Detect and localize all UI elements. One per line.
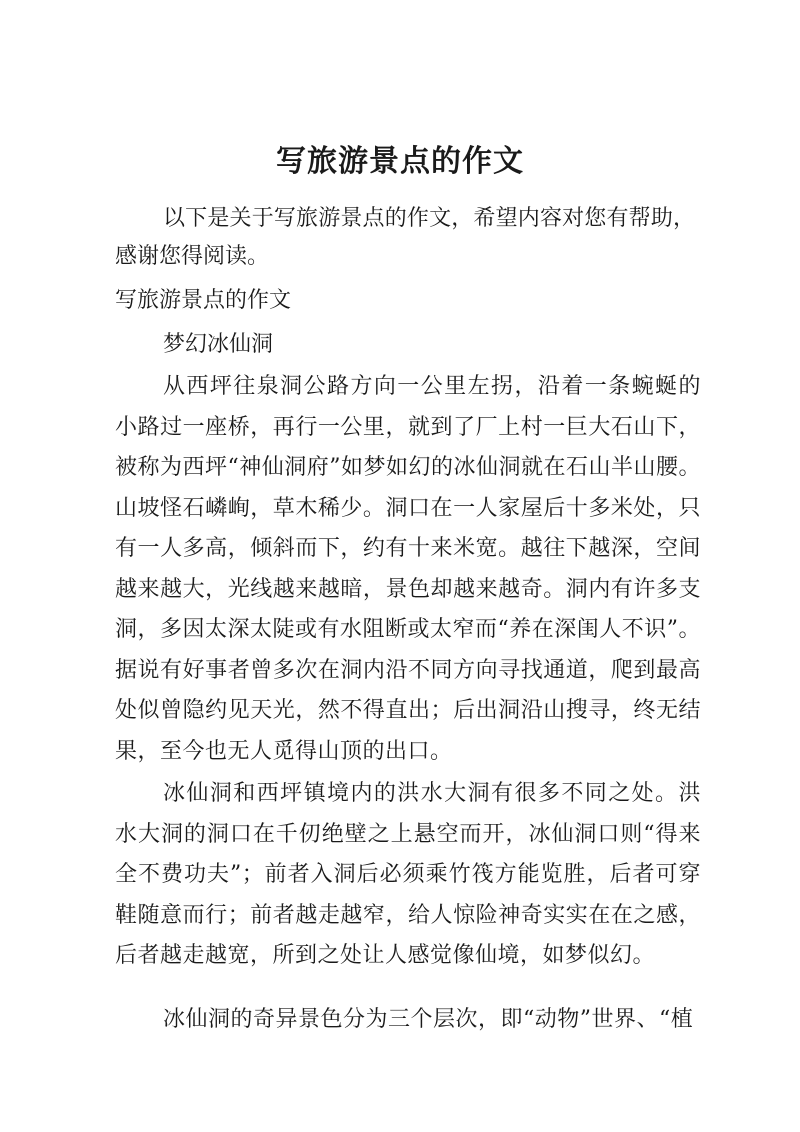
- body-paragraph-1: 从西坪往泉洞公路方向一公里左拐，沿着一条蜿蜒的小路过一座桥，再行一公里，就到了厂上村一巨大石山下，被称为西坪“神仙洞府”如梦如幻的冰仙洞就在石山半山腰。山坡怪石嶙峋，草木稀少。洞口在一人家屋后十多米处，只有一人多高，倾斜而下，约有十来米宽。越往下越深，空间越来越大，光线越来越暗，景色却越来越奇。洞内有许多支洞，多因太深太陡或有水阻断或太窄而“养在深闺人不识”。据说有好事者曾多次在洞内沿不同方向寻找通道，爬到最高处似曾隐约见天光，然不得直出；后出洞沿山搜寻，终无结果，至今也无人觅得山顶的出口。: [115, 374, 701, 764]
- essay-heading: 写旅游景点的作文: [115, 288, 292, 313]
- body-paragraph-2: 冰仙洞和西坪镇境内的洪水大洞有很多不同之处。洪水大洞的洞口在千仞绝壁之上悬空而开，冰仙洞口则“得来全不费功夫”；前者入洞后必须乘竹筏方能览胜，后者可穿鞋随意而行；前者越走越窄，给人惊险神奇实实在在之感，后者越走越宽，所到之处让人感觉像仙境，如梦似幻。: [115, 781, 701, 968]
- page-title: 写旅游景点的作文: [276, 144, 524, 180]
- essay-subheading: 梦幻冰仙洞: [163, 332, 274, 357]
- intro-paragraph: 以下是关于写旅游景点的作文，希望内容对您有帮助，感谢您得阅读。: [115, 206, 695, 269]
- body-paragraph-3: 冰仙洞的奇异景色分为三个层次，即“动物”世界、“植: [163, 1007, 694, 1032]
